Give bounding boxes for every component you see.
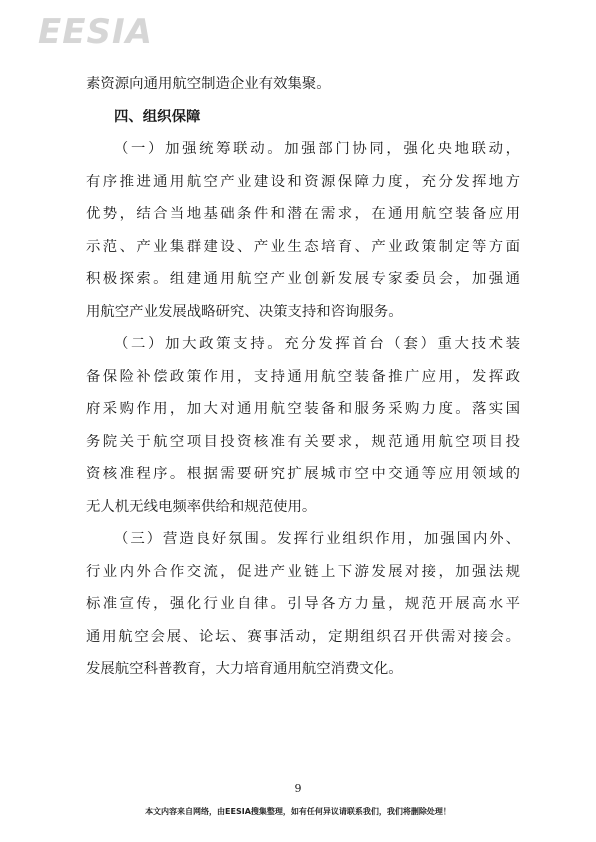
paragraph-line: 备保险补偿政策作用，支持通用航空装备推广应用，发挥政	[86, 368, 520, 385]
paragraph-line: 府采购作用，加大对通用航空装备和服务采购力度。落实国	[86, 401, 520, 417]
paragraph-line: 资核准程序。根据需要研究扩展城市空中交通等应用领域的	[86, 466, 520, 482]
paragraph-line: 行业内外合作交流，促进产业链上下游发展对接，加强法规	[86, 563, 520, 580]
paragraph-line: （二）加大政策支持。充分发挥首台（套）重大技术装	[114, 336, 520, 352]
eesia-logo: EESIA	[38, 12, 153, 52]
paragraph-line: 有序推进通用航空产业建设和资源保障力度，充分发挥地方	[86, 173, 520, 190]
paragraph-line: 优势，结合当地基础条件和潜在需求，在通用航空装备应用	[86, 206, 520, 222]
paragraph-line: 务院关于航空项目投资核准有关要求，规范通用航空项目投	[86, 433, 520, 450]
paragraph-line: （一）加强统筹联动。加强部门协同，强化央地联动，	[114, 141, 520, 157]
paragraph-line: 标准宣传，强化行业自律。引导各方力量，规范开展高水平	[86, 596, 520, 612]
paragraph-line: 通用航空会展、论坛、赛事活动，定期组织召开供需对接会。	[86, 628, 520, 645]
paragraph-line: 示范、产业集群建设、产业生态培育、产业政策制定等方面	[86, 238, 520, 255]
paragraph-line: 发展航空科普教育，大力培育通用航空消费文化。	[86, 661, 403, 677]
page-number: 9	[294, 782, 302, 795]
document-body	[86, 76, 520, 694]
paragraph-line: （三）营造良好氛围。发挥行业组织作用，加强国内外、	[114, 531, 520, 547]
paragraph-line: 用航空产业发展战略研究、决策支持和咨询服务。	[86, 303, 403, 320]
section-heading: 四、组织保障	[114, 108, 201, 125]
paragraph-line: 素资源向通用航空制造企业有效集聚。	[86, 76, 331, 92]
footer-disclaimer: 本文内容来自网络，由EESIA搜集整理，如有任何异议请联系我们，我们将删除处理！	[145, 807, 451, 816]
paragraph-line: 无人机无线电频率供给和规范使用。	[86, 498, 317, 515]
paragraph-line: 积极探索。组建通用航空产业创新发展专家委员会，加强通	[86, 271, 520, 287]
